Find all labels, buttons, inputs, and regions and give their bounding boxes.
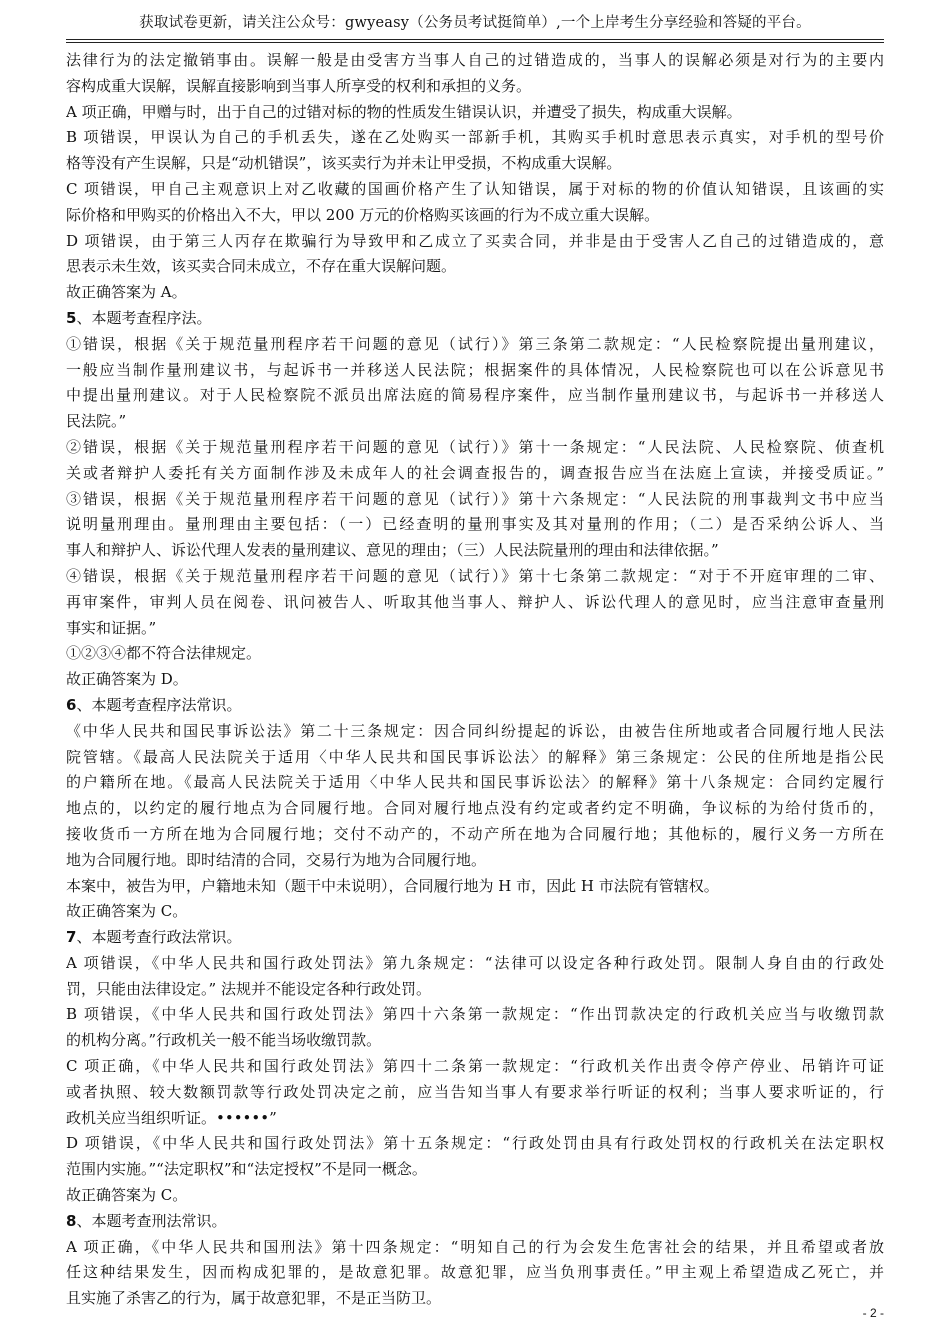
text-line: 且实施了杀害乙的行为，属于故意犯罪，不是正当防卫。 [66,1289,442,1308]
text-line: ③错误，根据《关于规范量刑程序若干问题的意见（试行）》第十六条规定：“人民法院的刑事裁判文书中应当 [66,489,884,508]
text-line: 民法院。” [66,412,127,431]
text-line: B 项错误，甲误认为自己的手机丢失，遂在乙处购买一部新手机，其购买手机时意思表示真实，对手机的型号价 [66,128,884,147]
text-line: 说明量刑理由。量刑理由主要包括：（一）已经查明的量刑事实及其对量刑的作用；（二）是否采纳公诉人、当 [66,515,884,534]
text-line: 际价格和甲购买的价格出入不大，甲以 200 万元的价格购买该画的行为不成立重大误解。 [66,205,660,224]
text-line: 故正确答案为 C。 [66,1186,188,1205]
text-line: 故正确答案为 C。 [66,902,188,921]
text-line: 一般应当制作量刑建议书，与起诉书一并移送人民法院；根据案件的具体情况，人民检察院也可以在公诉意见书 [66,360,884,379]
text-line: A 项正确，《中华人民共和国刑法》第十四条规定：“明知自己的行为会发生危害社会的结果，并且希望或者放 [66,1237,884,1256]
text-line: 故正确答案为 D。 [66,670,188,689]
question-heading-text: 、本题考查程序法。 [76,308,212,327]
question-heading [66,925,884,951]
text-line: 事实和证据。” [66,618,157,637]
text-line: 法律行为的法定撤销事由。误解一般是由受害方当事人自己的过错造成的，当事人的误解必须是对行为的主要内 [66,51,884,69]
question-heading-text: 、本题考查行政法常识。 [76,928,242,947]
text-line: 关或者辩护人委托有关方面制作涉及未成年人的社会调查报告的，调查报告应当在法庭上宣读，并接受质证。” [66,463,884,482]
question-number: 6 [66,695,77,714]
text-line: D 项错误，由于第三人丙存在欺骗行为导致甲和乙成立了买卖合同，并非是由于受害人乙自己的过错造成的，意 [66,231,884,250]
question-heading-text: 、本题考查刑法常识。 [76,1211,227,1230]
document-body [66,48,884,1312]
question-heading [66,693,884,719]
question-number: 7 [66,928,77,947]
text-line: 接收货币一方所在地为合同履行地；交付不动产的，不动产所在地为合同履行地；其他标的，履行义务一方所在 [66,824,884,843]
header-rule [66,39,884,40]
text-line: 本案中，被告为甲，户籍地未知（题干中未说明），合同履行地为 H 市，因此 H 市法院有管辖权。 [66,876,719,895]
text-line: 范围内实施。”“法定职权”和“法定授权”不是同一概念。 [66,1160,427,1179]
text-line: 地为合同履行地。即时结清的合同，交易行为地为合同履行地。 [66,850,487,869]
text-line: 格等没有产生误解，只是“动机错误”，该买卖行为并未让甲受损，不构成重大误解。 [66,154,622,173]
text-line: A 项正确，甲赠与时，出于自己的过错对标的物的性质发生错误认识，并遭受了损失，构成重大误解。 [66,102,742,121]
text-line: 的户籍所在地。《最高人民法院关于适用〈中华人民共和国民事诉讼法〉的解释》第十八条规定：合同约定履行 [66,773,884,792]
question-number: 8 [66,1211,77,1230]
page-number: - 2 - [862,1306,884,1320]
text-line: 地点的，以约定的履行地点为合同履行地。合同对履行地点没有约定或者约定不明确，争议标的为给付货币的， [66,799,884,818]
question-heading [66,306,884,332]
header-rule-thin [66,42,884,43]
text-line: 或者执照、较大数额罚款等行政处罚决定之前，应当告知当事人有要求举行听证的权利；当事人要求听证的，行 [66,1082,884,1101]
text-line: C 项错误，甲自己主观意识上对乙收藏的国画价格产生了认知错误，属于对标的物的价值认知错误，且该画的实 [66,179,884,198]
text-line: 中提出量刑建议。对于人民检察院不派员出席法庭的简易程序案件，应当制作量刑建议书，与起诉书一并移送人 [66,386,884,405]
text-line: 《中华人民共和国民事诉讼法》第二十三条规定：因合同纠纷提起的诉讼，由被告住所地或者合同履行地人民法 [66,721,884,740]
text-line: ④错误，根据《关于规范量刑程序若干问题的意见（试行）》第十七条第二款规定：“对于不开庭审理的二审、 [66,566,884,585]
text-line: ①错误，根据《关于规范量刑程序若干问题的意见（试行）》第三条第二款规定：“人民检察院提出量刑建议， [66,334,884,353]
text-line: D 项错误，《中华人民共和国行政处罚法》第十五条规定：“行政处罚由具有行政处罚权的行政机关在法定职权 [66,1134,884,1153]
text-line: 事人和辩护人、诉讼代理人发表的量刑建议、意见的理由；（三）人民法院量刑的理由和法律依据。” [66,541,719,560]
question-heading [66,1209,884,1235]
text-line: 政机关应当组织听证。••••••” [66,1108,277,1127]
text-line: 故正确答案为 A。 [66,283,187,302]
text-line: 容构成重大误解，误解直接影响到当事人所享受的权利和承担的义务。 [66,76,532,95]
text-line: ①②③④都不符合法律规定。 [66,644,262,663]
question-number: 5 [66,308,77,327]
text-line: B 项错误，《中华人民共和国行政处罚法》第四十六条第一款规定：“作出罚款决定的行政机关应当与收缴罚款 [66,1005,884,1024]
text-line: 的机构分离。”行政机关一般不能当场收缴罚款。 [66,1031,382,1050]
text-line: 院管辖。《最高人民法院关于适用〈中华人民共和国民事诉讼法〉的解释》第三条规定：公民的住所地是指公民 [66,747,884,766]
text-line: ②错误，根据《关于规范量刑程序若干问题的意见（试行）》第十一条规定：“人民法院、人民检察院、侦查机 [66,437,884,456]
text-line: A 项错误，《中华人民共和国行政处罚法》第九条规定：“法律可以设定各种行政处罚。限制人身自由的行政处 [66,953,884,972]
text-line: C 项正确，《中华人民共和国行政处罚法》第四十二条第一款规定：“行政机关作出责令停产停业、吊销许可证 [66,1057,884,1076]
text-line: 任这种结果发生，因而构成犯罪的，是故意犯罪。故意犯罪，应当负刑事责任。”甲主观上希望造成乙死亡，并 [66,1263,884,1282]
text-line: 思表示未生效，该买卖合同未成立，不存在重大误解问题。 [66,257,457,276]
question-heading-text: 、本题考查程序法常识。 [76,695,242,714]
page-header: 获取试卷更新，请关注公众号：gwyeasy（公务员考试挺简单）,一个上岸考生分享经验和答疑的平台。 [139,15,811,31]
text-line: 罚，只能由法律设定。” 法规并不能设定各种行政处罚。 [66,979,431,998]
text-line: 再审案件，审判人员在阅卷、讯问被告人、听取其他当事人、辩护人、诉讼代理人的意见时，应当注意审查量刑 [66,592,884,611]
